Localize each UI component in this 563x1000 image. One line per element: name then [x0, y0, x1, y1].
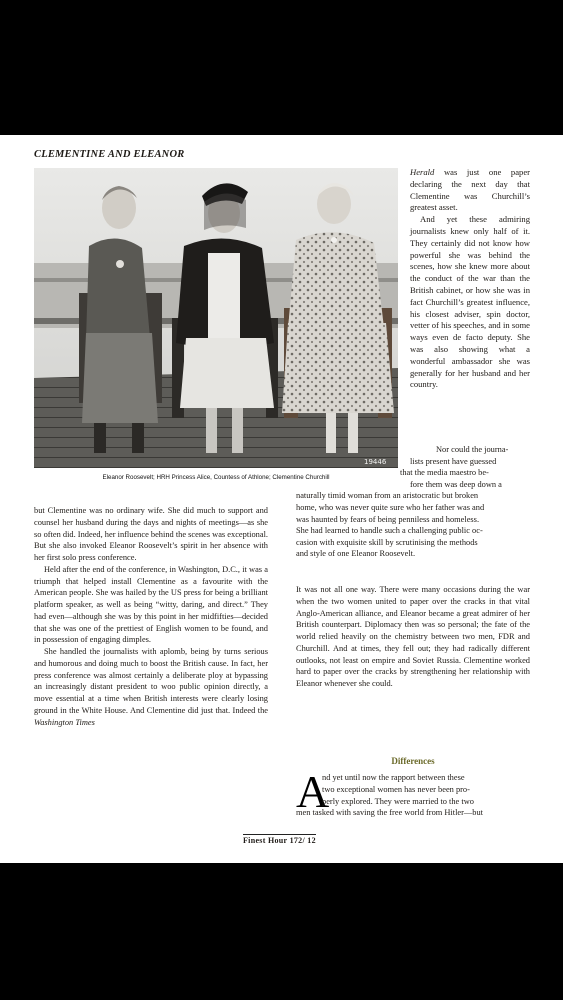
- section-title: CLEMENTINE AND ELEANOR: [34, 149, 185, 160]
- text-line: men tasked with saving the free world from Hitler—but: [296, 808, 483, 818]
- paragraph: [34, 646, 268, 728]
- paragraph: Held after the end of the conference, in Washington, D.C., it was a triumph that helped install Clementine as a favourite with the American people. She was hailed by the US press for being a brilliant platform speaker, as well as being “witty, daring, and direct.” They had even—although she was by this point in her midfifties—decided that she was one of the prettiest of English women to be found, and in possession of engaging dimples.: [34, 564, 268, 645]
- drop-cap-paragraph: [296, 772, 530, 819]
- text-line: nd yet until now the rapport between these: [322, 773, 465, 782]
- drop-cap: A: [296, 766, 330, 817]
- paragraph: It was not all one way. There were many occasions during the war when the two women united to paper over the cracks in that vital Anglo-American alliance, and Eleanor became a great admirer of her British counterpart. Diplomacy then was so personal; the fate of the world relied heavily on the chemistry between two men, FDR and Churchill. And at times, they fell out; they had radically different outlooks, not least on empire and Soviet Russia. Clementine worked hard to paper over the cracks by strengthening her relationship with Eleanor whenever she could.: [296, 585, 530, 688]
- section-subheading: Differences: [391, 756, 435, 766]
- text-line: was haunted by fears of being penniless and homeless.: [296, 514, 480, 524]
- photo-illustration: [34, 168, 398, 468]
- text-line: lists present have guessed: [410, 456, 497, 466]
- text-line: She had learned to handle such a challenging public oc-: [296, 526, 483, 536]
- italic-title: Washington Times: [34, 717, 95, 727]
- text-line: Nor could the journa-: [436, 445, 509, 454]
- right-column: [296, 584, 530, 690]
- magazine-page: [0, 135, 563, 863]
- text-line: home, who was never quite sure who her father was and: [296, 502, 485, 512]
- paragraph-text: was just one paper declaring the next day that Clementine was Churchill’s greatest asset.: [410, 167, 530, 213]
- paragraph: And yet these admiring journalists knew only half of it. They certainly did not know how powerful she was behind the scenes, how she knew more about the conduct of the war than the British cabinet, or how she was in fact Churchill’s greatest influence, his closest adviser, spin doctor, vetter of his speeches, and in some ways even de facto deputy. She was also showing what a wonderful ambassador she was generally for her husband and her country.: [410, 214, 530, 390]
- photo-caption: Eleanor Roosevelt; HRH Princess Alice, Countess of Athlone; Clementine Churchill: [102, 474, 330, 481]
- page-folio: Finest Hour 172/ 12: [243, 836, 316, 845]
- text-line: casion with exquisite skill by scrutinising the methods: [296, 537, 478, 547]
- text-line: that the media maestro be-: [400, 468, 489, 478]
- italic-title: Herald: [410, 167, 435, 177]
- historical-photo: [34, 168, 398, 468]
- paragraph: [410, 167, 530, 214]
- right-column-top: [410, 167, 530, 391]
- paragraph-text: She handled the journalists with aplomb, being by turns serious and humorous and doing much to boost the British cause. In fact, her press conference was almost certainly a deliberate ploy at bypassing an increasingly distant president to woo public opinion directly, a move essential at a time when British interests were clearly losing ground in the White House. And Clementine did just that. Indeed the: [34, 647, 268, 715]
- left-column: [34, 505, 268, 728]
- wrapped-paragraph: [296, 444, 530, 560]
- text-line: two exceptional women has never been pro-: [322, 784, 470, 794]
- text-line: fore them was deep down a: [410, 479, 502, 489]
- text-line: naturally timid woman from an aristocratic but broken: [296, 491, 479, 501]
- text-line: perly explored. They were married to the two: [322, 796, 474, 806]
- photo-stamp: 19446: [364, 458, 387, 466]
- text-line: and style of one Eleanor Roosevelt.: [296, 549, 416, 559]
- paragraph: but Clementine was no ordinary wife. She did much to support and counsel her husband during the days and nights of meetings—as she so often did. Indeed, her influence behind the scenes was exceptional. But she also invoked Eleanor Roosevelt’s spirit in her absence with her first solo press conference.: [34, 506, 268, 562]
